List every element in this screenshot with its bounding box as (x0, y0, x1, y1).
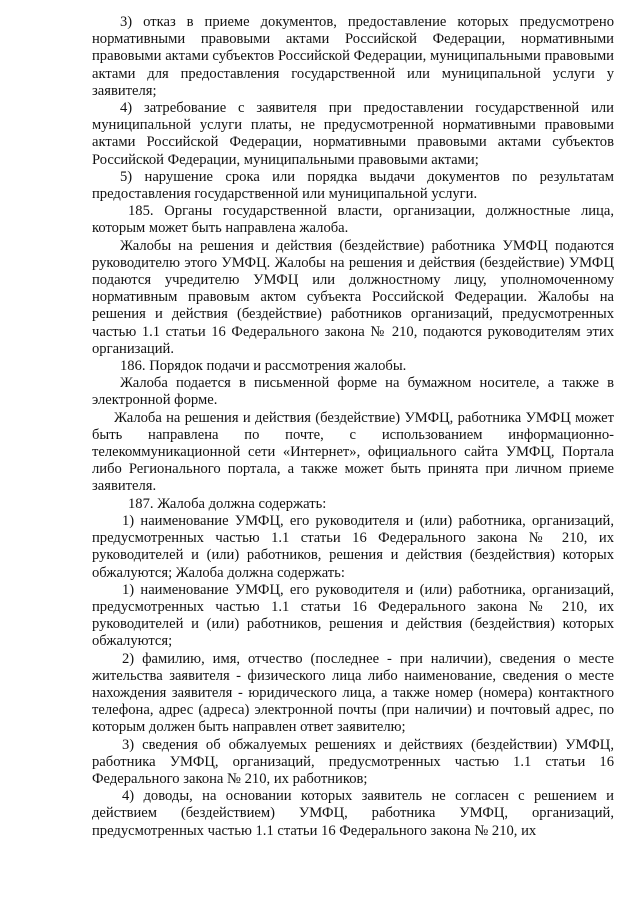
paragraph-item-2: 2) фамилию, имя, отчество (последнее - при наличии), сведения о месте жительства заявителя - физического лица либо наименование, сведения о месте нахождения заявителя - юридического лица, а также номер (номера) контактного телефона, адрес (адреса) электронной почты (при наличии) и почтовый адрес, по которым должен быть направлен ответ заявителю; (92, 650, 614, 736)
paragraph-item-3-info: 3) сведения об обжалуемых решениях и действиях (бездействии) УМФЦ, работника УМФЦ, организаций, предусмотренных частью 1.1 статьи 16 Федерального закона № 210, их работников; (92, 736, 614, 787)
paragraph-item-3: 3) отказ в приеме документов, предоставление которых предусмотрено нормативными правовыми актами Российской Федерации, нормативными правовыми актами субъектов Российской Федерации, муниципальными правовыми актами для предоставления государственной или муниципальной услуги у заявителя; (92, 14, 614, 99)
paragraph-item-5: 5) нарушение срока или порядка выдачи документов по результатам предоставления государственной или муниципальной услуги. (92, 168, 614, 203)
paragraph-section-185: 185. Органы государственной власти, организации, должностные лица, которым может быть направлена жалоба. (92, 203, 614, 237)
paragraph-submission: Жалоба на решения и действия (бездействие) УМФЦ, работника УМФЦ может быть направлена по почте, с использованием информационно-телекоммуникационной сети «Интернет», официального сайта УМФЦ, Портала либо Регионального портала, а также может быть принята при личном приеме заявителя. (92, 409, 614, 495)
paragraph-section-187: 187. Жалоба должна содержать: (128, 495, 327, 512)
paragraph-complaints: Жалобы на решения и действия (бездействие) работника УМФЦ подаются руководителю этого УМФЦ. Жалобы на решения и действия (бездействие) УМФЦ подаются учредителю УМФЦ или должностному лицу, уполномоченному нормативным правовым актом субъекта Российской Федерации. Жалобы на решения и действия (бездействие) работников организаций, предусмотренных частью 1.1 статьи 16 Федерального закона № 210, подаются руководителям этих организаций. (92, 237, 614, 357)
paragraph-item-4-args: 4) доводы, на основании которых заявитель не согласен с решением и действием (бездействием) УМФЦ, работника УМФЦ, организаций, предусмотренных частью 1.1 статьи 16 Федерального закона № 210, их (92, 788, 614, 839)
paragraph-section-186: 186. Порядок подачи и рассмотрения жалобы. (120, 358, 407, 375)
paragraph-item-4: 4) затребование с заявителя при предоставлении государственной или муниципальной услуги платы, не предусмотренной нормативными правовыми актами Российской Федерации, нормативными правовыми актами субъектов Российской Федерации, муниципальными правовыми актами; (92, 100, 614, 168)
paragraph-written-form: Жалоба подается в письменной форме на бумажном носителе, а также в электронной форме. (92, 375, 614, 409)
paragraph-item-1-a: 1) наименование УМФЦ, его руководителя и (или) работника, организаций, предусмотренных частью 1.1 статьи 16 Федерального закона № 210, их руководителей и (или) работников, решения и действия (бездействия) которых обжалуются; Жалоба должна содержать: (92, 512, 614, 581)
paragraph-item-1-b: 1) наименование УМФЦ, его руководителя и (или) работника, организаций, предусмотренных частью 1.1 статьи 16 Федерального закона № 210, их руководителей и (или) работников, решения и действия (бездействия) которых обжалуются; (92, 581, 614, 650)
